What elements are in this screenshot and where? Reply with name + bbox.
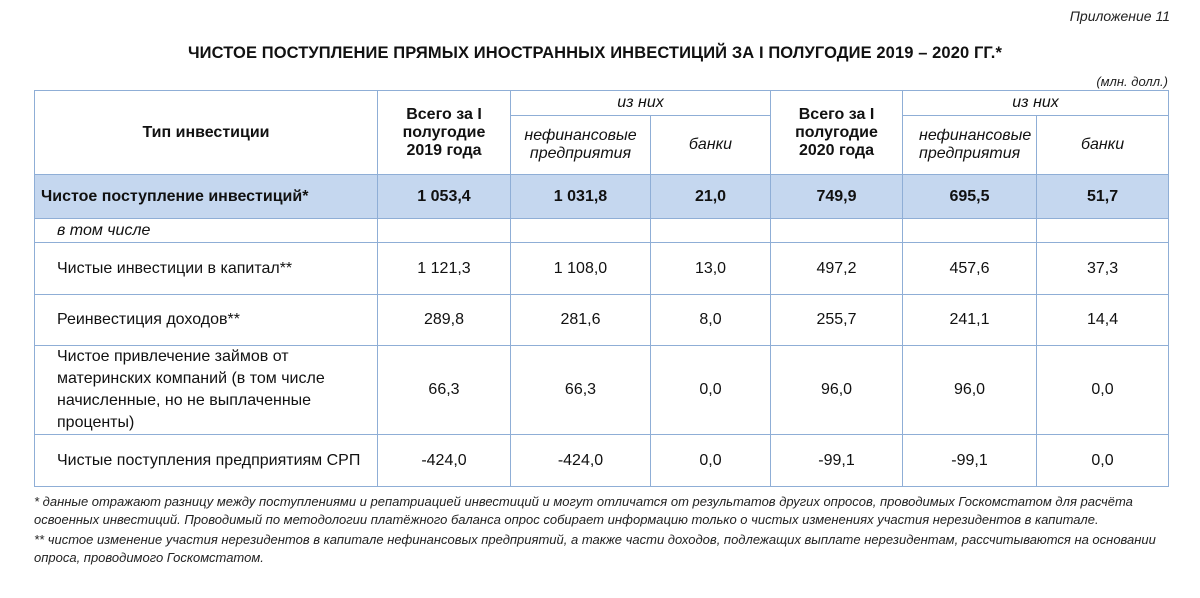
cell-total-2019: -424,0 (378, 435, 511, 487)
cell-total-2020: -99,1 (771, 435, 903, 487)
cell-nonfin-2019: 1 031,8 (511, 175, 651, 219)
cell-banks-2019: 0,0 (651, 435, 771, 487)
cell-banks-2020: 37,3 (1037, 243, 1169, 295)
cell-banks-2019: 0,0 (651, 346, 771, 435)
header-row-1 (35, 91, 1169, 116)
footnote-2: ** чистое изменение участия нерезидентов в капитале нефинансовых предприятий, а также части доходов, подлежащих выплате нерезидентам, рассчитываются на основании опроса, проводимого Госкомстатом. (34, 532, 1156, 565)
header-type: Тип инвестиции (35, 91, 378, 175)
row-label: Чистое привлечение займов от материнских компаний (в том числе начисленные, но не выплаченные проценты) (35, 346, 378, 435)
header-banks-2019: банки (651, 116, 771, 175)
header-of-which-2020: из них (903, 91, 1169, 116)
header-nonfin-2020: нефинансовые предприятия (903, 116, 1037, 175)
cell-total-2020: 96,0 (771, 346, 903, 435)
header-total-2020: Всего за I полугодие 2020 года (771, 91, 903, 175)
table-row (35, 435, 1169, 487)
table-row (35, 175, 1169, 219)
table-row (35, 295, 1169, 346)
row-label: Чистые поступления предприятиям СРП (35, 435, 378, 487)
header-of-which-2019: из них (511, 91, 771, 116)
header-total-2019: Всего за I полугодие 2019 года (378, 91, 511, 175)
cell-banks-2019: 21,0 (651, 175, 771, 219)
header-nonfin-2019: нефинансовые предприятия (511, 116, 651, 175)
units-label: (млн. долл.) (1096, 74, 1168, 89)
cell-banks-2020: 0,0 (1037, 346, 1169, 435)
cell-total-2019: 1 121,3 (378, 243, 511, 295)
cell-total-2020: 255,7 (771, 295, 903, 346)
cell-nonfin-2019: 1 108,0 (511, 243, 651, 295)
row-label: в том числе (35, 219, 378, 243)
cell-total-2019: 66,3 (378, 346, 511, 435)
page-title: ЧИСТОЕ ПОСТУПЛЕНИЕ ПРЯМЫХ ИНОСТРАННЫХ ИНВЕСТИЦИЙ ЗА I ПОЛУГОДИЕ 2019 – 2020 ГГ.* (187, 44, 1002, 62)
cell-nonfin-2019: -424,0 (511, 435, 651, 487)
cell-nonfin-2019: 66,3 (511, 346, 651, 435)
row-label: Чистые инвестиции в капитал** (35, 243, 378, 295)
cell-total-2019: 289,8 (378, 295, 511, 346)
row-label: Чистое поступление инвестиций* (35, 175, 378, 219)
cell-banks-2019: 8,0 (651, 295, 771, 346)
cell-nonfin-2020: 241,1 (903, 295, 1037, 346)
cell-nonfin-2020: -99,1 (903, 435, 1037, 487)
cell-total-2020: 497,2 (771, 243, 903, 295)
cell-banks-2019: 13,0 (651, 243, 771, 295)
appendix-label: Приложение 11 (1069, 8, 1170, 24)
cell-total-2020: 749,9 (771, 175, 903, 219)
table-row (35, 219, 1169, 243)
cell-banks-2020: 51,7 (1037, 175, 1169, 219)
cell-nonfin-2020: 695,5 (903, 175, 1037, 219)
row-label: Реинвестиция доходов** (35, 295, 378, 346)
table-row (35, 243, 1169, 295)
table-row (35, 346, 1169, 435)
investment-table (34, 90, 1169, 487)
cell-banks-2020: 0,0 (1037, 435, 1169, 487)
cell-banks-2020: 14,4 (1037, 295, 1169, 346)
header-banks-2020: банки (1037, 116, 1169, 175)
cell-nonfin-2019: 281,6 (511, 295, 651, 346)
footnotes (34, 493, 1174, 569)
cell-total-2019: 1 053,4 (378, 175, 511, 219)
cell-nonfin-2020: 457,6 (903, 243, 1037, 295)
footnote-1: * данные отражают разницу между поступлениями и репатриацией инвестиций и могут отличатся от результатов других опросов, проводимых Госкомстатом для расчёта освоенных инвестиций. Проводимый по методологии платёжного баланса опрос собирает информацию только о чистых изменениях участия нерезидентов в капитале. (34, 494, 1133, 527)
cell-nonfin-2020: 96,0 (903, 346, 1037, 435)
